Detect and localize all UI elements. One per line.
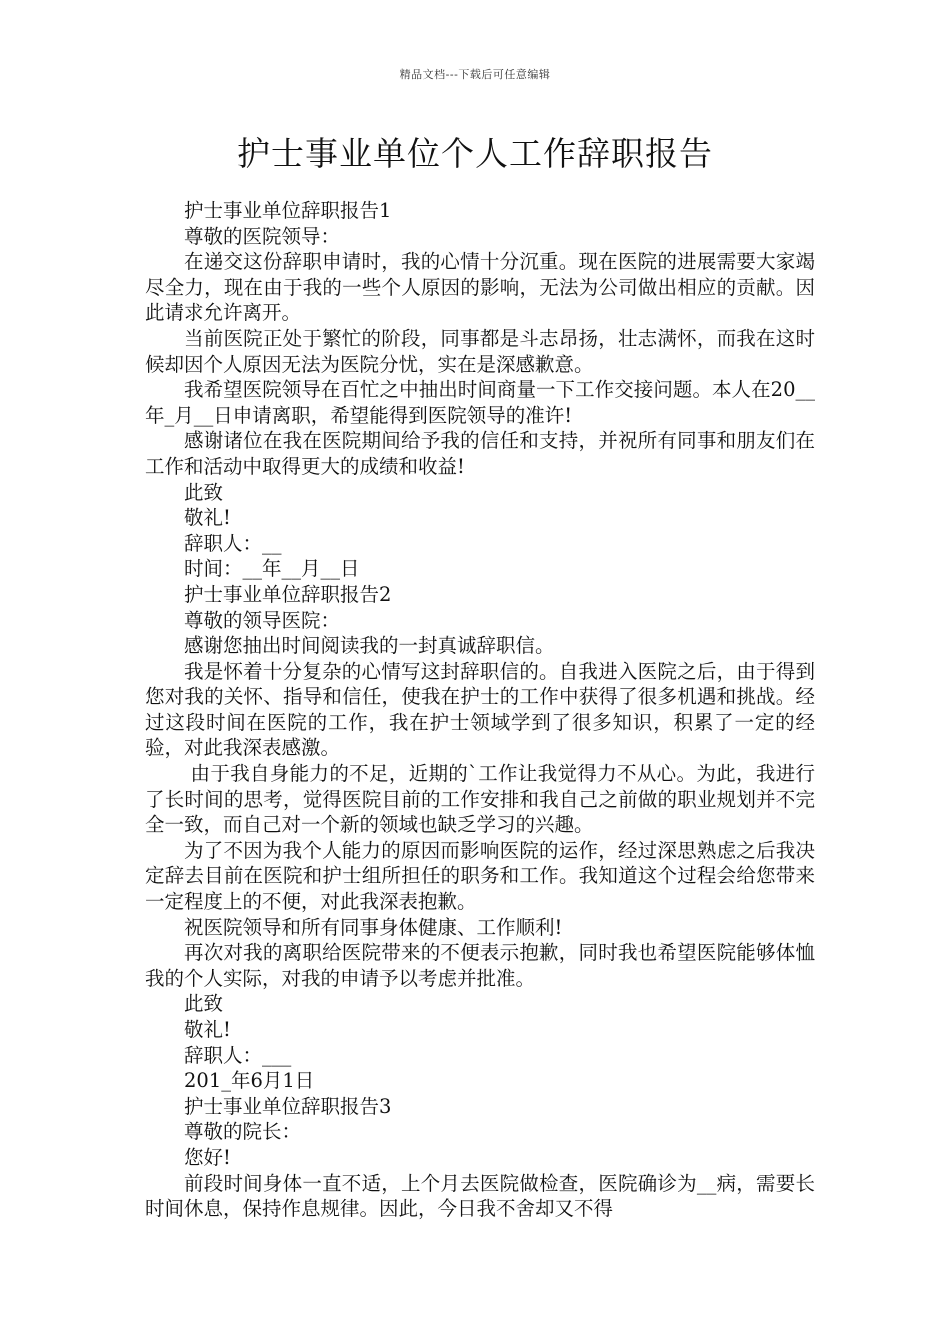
report-3-salutation: 尊敬的院长： [184,1120,302,1144]
signature-line: 辞职人：__ [184,531,282,555]
signature-line: 辞职人：___ [184,1043,292,1067]
report-3-heading: 护士事业单位辞职报告3 [184,1094,392,1118]
date-line: 201_年6月1日 [184,1069,315,1093]
paragraph: 由于我自身能力的不足，近期的`工作让我觉得力不从心。为此，我进行了长时间的思考，觉得医院目前的工作安排和我自己之前做的职业规划并不完全一致，而自己对一个新的领域也缺乏学习的兴趣。 [145,762,815,837]
report-2-salutation: 尊敬的领导医院： [184,608,341,632]
paragraph: 感谢您抽出时间阅读我的一封真诚辞职信。 [184,634,555,658]
paragraph: 感谢诸位在我在医院期间给予我的信任和支持，并祝所有同事和朋友们在工作和活动中取得更大的成绩和收益! [145,429,815,478]
paragraph: 前段时间身体一直不适，上个月去医院做检查，医院确诊为__病，需要长时间休息，保持作息规律。因此，今日我不舍却又不得 [145,1171,815,1221]
greeting-line: 您好! [184,1145,231,1169]
page-title: 护士事业单位个人工作辞职报告 [237,134,713,173]
report-1-salutation: 尊敬的医院领导： [184,224,341,248]
paragraph: 祝医院领导和所有同事身体健康、工作顺利! [184,915,563,939]
paragraph: 当前医院正处于繁忙的阶段，同事都是斗志昂扬，壮志满怀，而我在这时候却因个人原因无法为医院分忧，实在是深感歉意。 [145,326,815,376]
paragraph: 我是怀着十分复杂的心情写这封辞职信的。自我进入医院之后，由于得到您对我的关怀、指导和信任，使我在护士的工作中获得了很多机遇和挑战。经过这段时间在医院的工作，我在护士领域学到了很多知识，积累了一定的经验，对此我深表感激。 [145,659,815,760]
paragraph: 再次对我的离职给医院带来的不便表示抱歉，同时我也希望医院能够体恤我的个人实际，对我的申请予以考虑并批准。 [145,941,815,990]
document-body [145,198,815,1222]
paragraph: 为了不因为我个人能力的原因而影响医院的运作，经过深思熟虑之后我决定辞去目前在医院和护士组所担任的职务和工作。我知道这个过程会给您带来一定程度上的不便，对此我深表抱歉。 [145,838,815,914]
date-line: 时间：__年__月__日 [184,557,360,581]
report-2-heading: 护士事业单位辞职报告2 [184,582,392,606]
report-1-heading: 护士事业单位辞职报告1 [184,199,392,222]
closing-line: 敬礼! [184,1018,231,1041]
paragraph: 在递交这份辞职申请时，我的心情十分沉重。现在医院的进展需要大家竭尽全力，现在由于我的一些个人原因的影响，无法为公司做出相应的贡献。因此请求允许离开。 [145,250,815,325]
header-note: 精品文档---下载后可任意编辑 [399,68,551,81]
paragraph: 我希望医院领导在百忙之中抽出时间商量一下工作交接问题。本人在20__年_月__日申请离职，希望能得到医院领导的准许! [145,378,815,427]
closing-line: 此致 [184,992,224,1016]
closing-line: 敬礼! [184,506,231,530]
closing-line: 此致 [184,480,224,504]
